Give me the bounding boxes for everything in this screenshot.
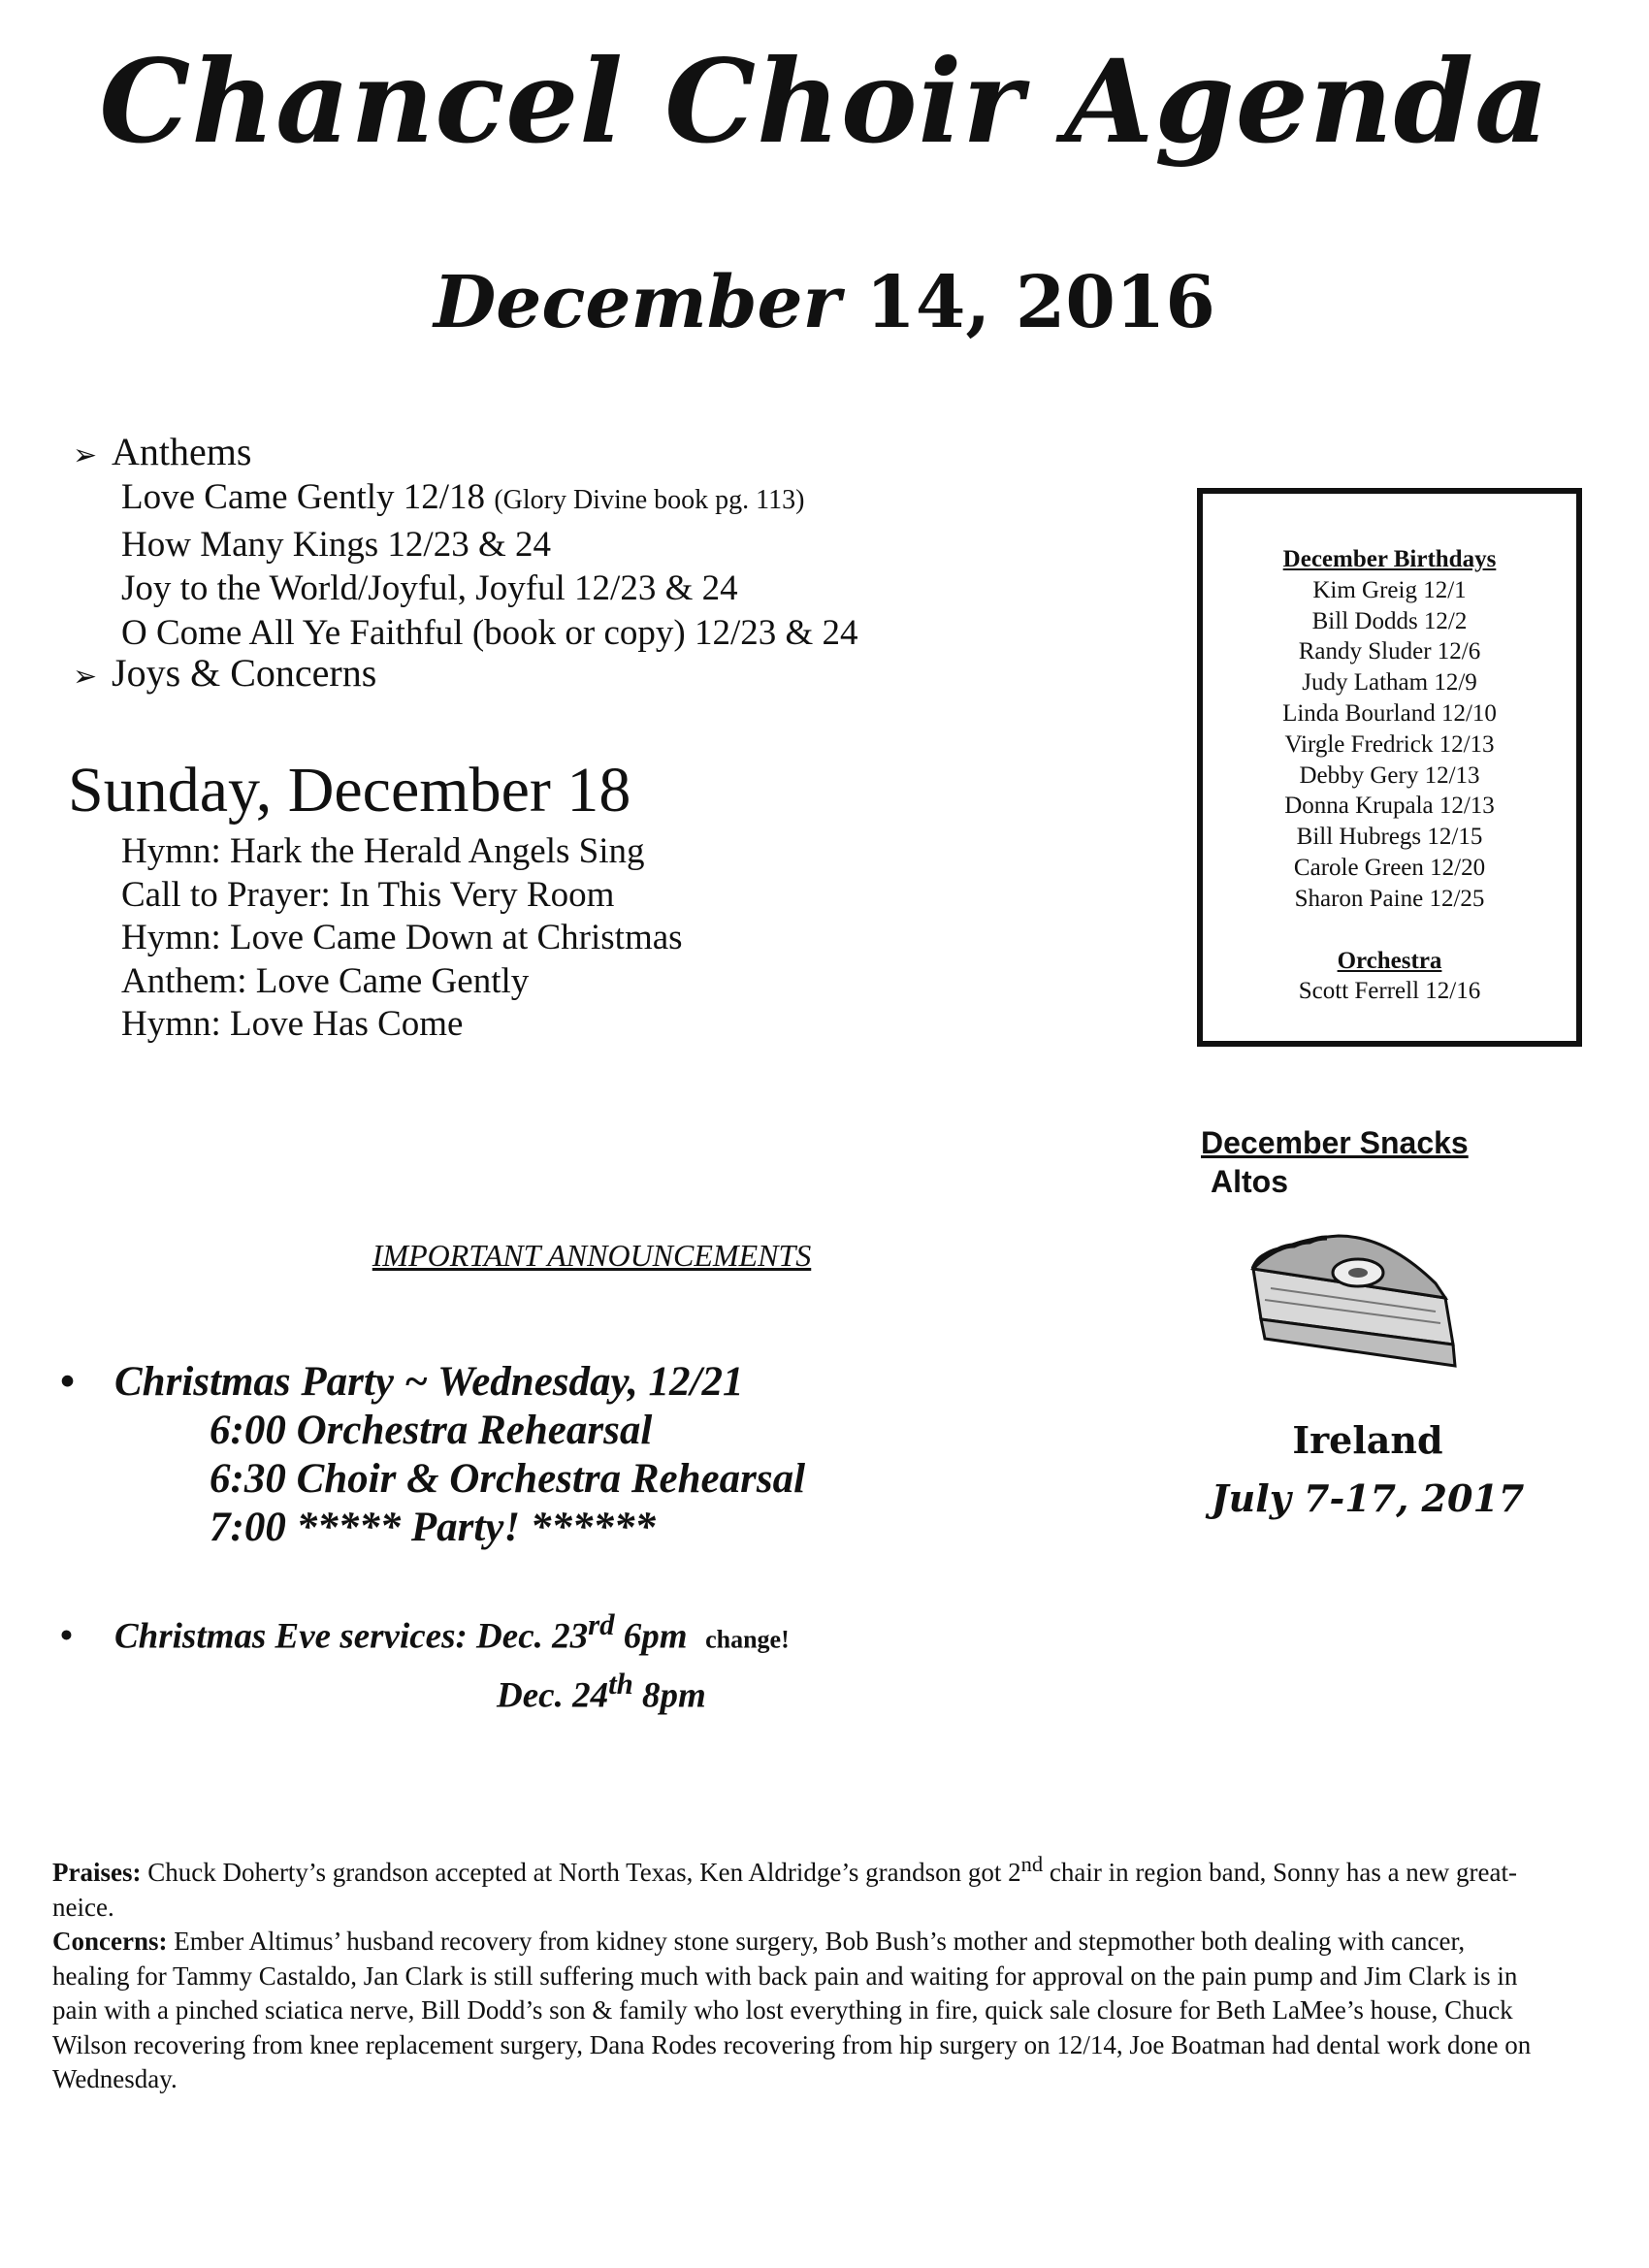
ireland-dates: July 7-17, 2017	[1211, 1476, 1525, 1520]
birthday-entry: Bill Hubregs 12/15	[1296, 824, 1483, 851]
birthday-entry: Bill Dodds 12/2	[1311, 607, 1468, 634]
joys-heading: ➢ Joys & Concerns	[73, 650, 376, 700]
list-item: Hymn: Hark the Herald Angels Sing	[121, 831, 645, 871]
announcements-heading: IMPORTANT ANNOUNCEMENTS	[372, 1238, 812, 1273]
list-item: Hymn: Love Came Down at Christmas	[121, 918, 683, 957]
birthday-entry: Donna Krupala 12/13	[1284, 793, 1495, 820]
concerns-paragraph: Concerns: Ember Altimus’ husband recovery from kidney stone surgery, Bob Bush’s mother and stepmother both dealing with cancer, healing for Tammy Castaldo, Jan Clark is still suffering much with back pain and waiting for approval on the pain pump and Jim Clark is in pain with a pinched sciatica nerve, Bill Dodd’s son & family who lost everything in fire, quick sale closure for Beth LaMee’s house, Chuck Wilson recovering from knee replacement surgery, Dana Rodes recovering from hip surgery on 12/14, Joe Boatman had dental work done on Wednesday.	[52, 1927, 1532, 2093]
list-item: Love Came Gently 12/18 (Glory Divine book pg. 113)	[121, 477, 805, 517]
sunday-order	[121, 830, 683, 1047]
bullet-icon: •	[60, 1616, 73, 1657]
christmas-party-announcement: • Christmas Party ~ Wednesday, 12/21 6:00 Orchestra Rehearsal 6:30 Choir & Orchestra Rehearsal 7:00 ***** Party! ******	[60, 1359, 806, 1550]
birthday-entry: Randy Sluder 12/6	[1298, 638, 1481, 665]
arrow-bullet-icon: ➢	[73, 661, 98, 693]
birthdays-heading: December Birthdays	[1282, 546, 1497, 572]
birthday-entry: Kim Greig 12/1	[1312, 576, 1467, 603]
list-item: How Many Kings 12/23 & 24	[121, 524, 551, 565]
praises-paragraph: Praises: Chuck Doherty’s grandson accepted at North Texas, Ken Aldridge’s grandson got 2nd chair in region band, Sonny has a new great-neice.	[52, 1852, 1517, 1922]
birthday-entry: Sharon Paine 12/25	[1294, 885, 1485, 912]
list-item: O Come All Ye Faithful (book or copy) 12/23 & 24	[121, 612, 858, 653]
ireland-trip	[1164, 1411, 1571, 1528]
list-item: Joy to the World/Joyful, Joyful 12/23 & 24	[121, 568, 738, 608]
praises-concerns	[52, 1847, 1541, 2097]
list-item: Call to Prayer: In This Very Room	[121, 874, 615, 915]
birthday-entry: Virgle Fredrick 12/13	[1284, 730, 1495, 758]
snacks-value: Altos	[1211, 1164, 1288, 1199]
page-title: Chancel Choir Agenda	[99, 34, 1550, 169]
sunday-heading: Sunday, December 18	[68, 755, 631, 826]
birthday-entry: Scott Ferrell 12/16	[1298, 978, 1481, 1005]
change-note: change!	[705, 1625, 790, 1654]
birthdays-box	[1197, 488, 1582, 1047]
arrow-bullet-icon: ➢	[73, 439, 98, 471]
snacks-heading: December Snacks	[1201, 1125, 1469, 1160]
christmas-eve-announcement: • Christmas Eve services: Dec. 23rd 6pm change! Dec. 24th 8pm	[60, 1608, 790, 1716]
birthday-entry: Debby Gery 12/13	[1299, 761, 1480, 789]
birthday-entry: Linda Bourland 12/10	[1282, 699, 1497, 727]
list-item: Hymn: Love Has Come	[121, 1004, 464, 1044]
date-day-year: 14, 2016	[865, 261, 1215, 344]
anthems-heading: ➢ Anthems	[73, 429, 251, 479]
birthday-entry: Carole Green 12/20	[1293, 854, 1486, 881]
agenda-date	[0, 254, 1649, 351]
anthem-list	[121, 475, 858, 655]
birthday-entry: Judy Latham 12/9	[1302, 669, 1477, 697]
date-month: December	[434, 261, 841, 344]
pie-slice-icon	[1242, 1230, 1465, 1380]
ireland-line1: Ireland	[1292, 1418, 1443, 1462]
list-item: Anthem: Love Came Gently	[121, 960, 530, 1001]
bullet-icon: •	[60, 1359, 76, 1405]
orchestra-heading: Orchestra	[1337, 947, 1442, 974]
